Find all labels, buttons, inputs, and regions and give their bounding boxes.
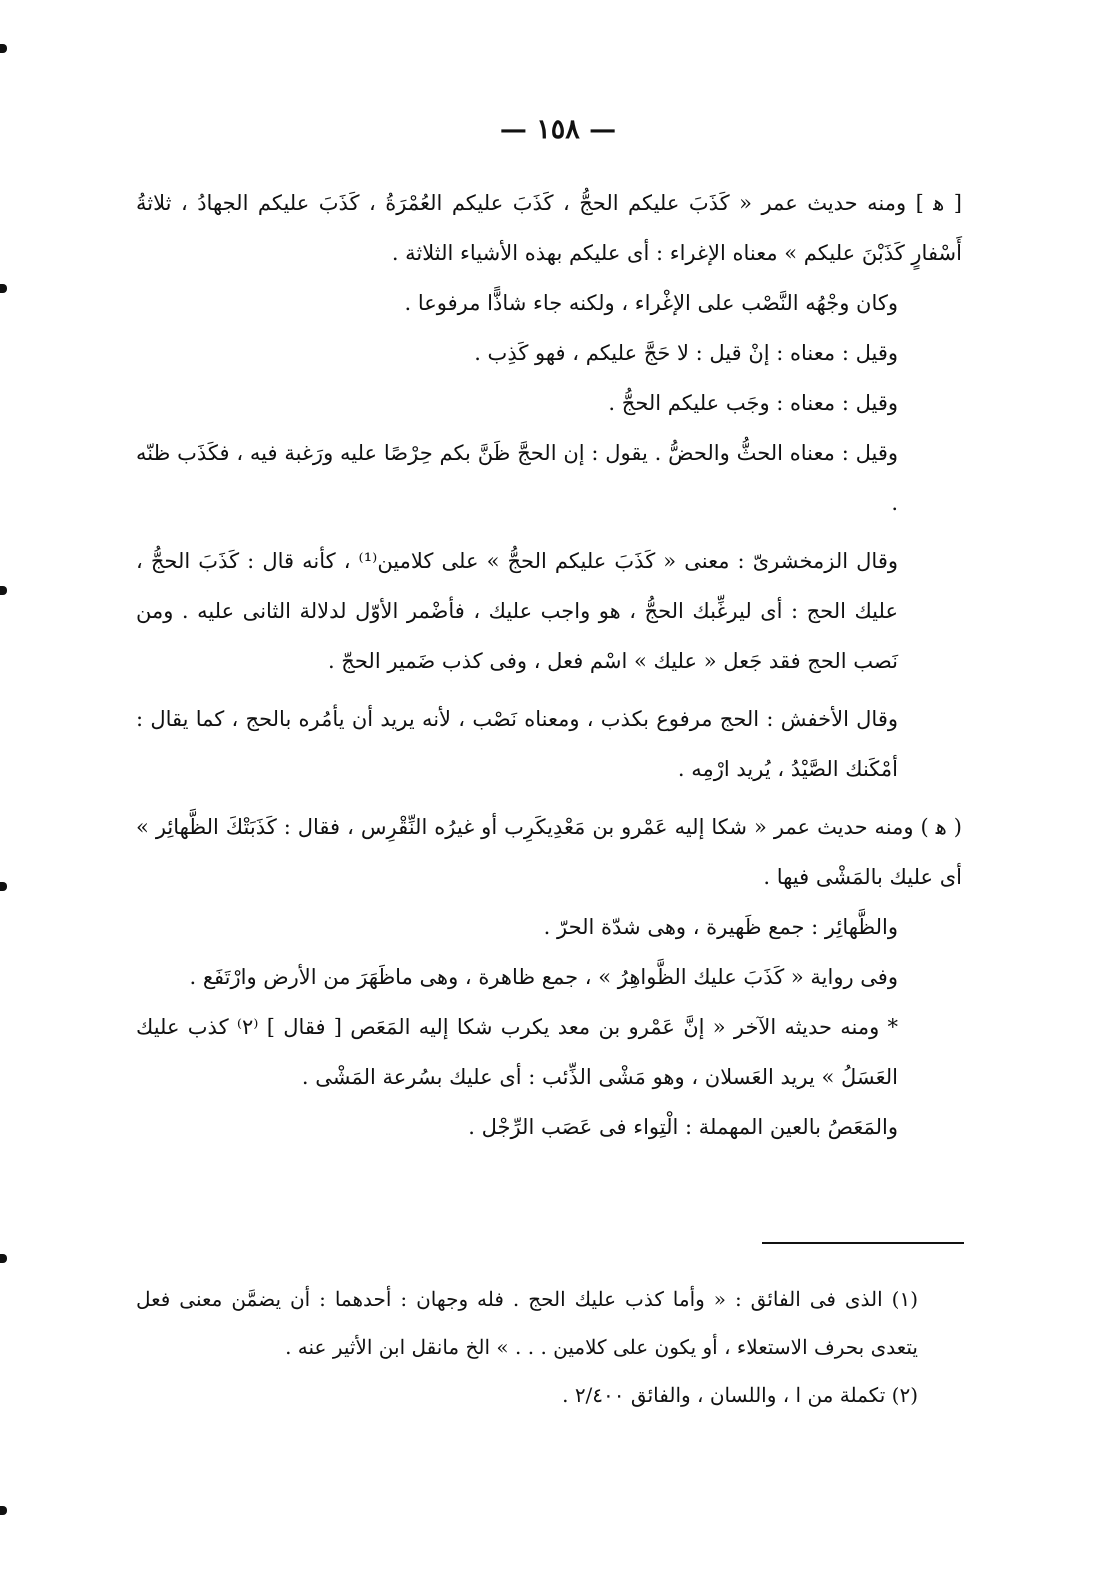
- paragraph-dhahair-definition: والظَّهائِر : جمع ظَهيرة ، وهى شدّة الحرّ .: [543, 915, 898, 939]
- footnote-2: (٢) تكملة من ا ، واللسان ، والفائق ٢/٤٠٠ .: [562, 1383, 918, 1407]
- paragraph-entry-hadith-umar: [ ﻫ ] ومنه حديث عمر « كَذَبَ عليكم الحجُّ ، كَذَبَ عليكم العُمْرَةُ ، كَذَبَ عليكم الجهادُ ، ثلاثةُ أَسْفارٍ كَذَبْنَ عليكم » معناه الإغراء : أى عليكم بهذه الأشياء الثلاثة .: [136, 191, 962, 265]
- paragraph-akhfash: وقال الأخفش : الحج مرفوع بكذب ، ومعناه نَصْب ، لأنه يريد أن يأمُره بالحج ، كما يقال : أمْكَنك الصَّيْدُ ، يُريد ارْمِه .: [136, 707, 898, 781]
- scan-edge-mark: [0, 1506, 7, 1515]
- paragraph-maas-definition: والمَعَصُ بالعين المهملة : الْتِواء فى عَصَب الرِّجْل .: [468, 1115, 898, 1139]
- scan-edge-mark: [0, 586, 7, 595]
- main-text: [136, 178, 962, 1152]
- paragraph-entry-asal: * ومنه حديثه الآخر « إنَّ عَمْرو بن معد يكرب شكا إليه المَعَص [ فقال ] ⁽٢⁾ كذب عليك العَسَلُ » يريد العَسلان ، وهو مَشْى الذِّئب : أى عليك بسُرعة المَشْى .: [136, 1015, 898, 1089]
- footnotes: [136, 1275, 962, 1419]
- paragraph-zamakhshari: وقال الزمخشرىّ : معنى « كَذَبَ عليكم الحجُّ » على كلامين⁽¹⁾ ، كأنه قال : كَذَبَ الحجُّ ، عليك الحج : أى ليرغِّبك الحجُّ ، هو واجب عليك ، فأضْمر الأوّل لدلالة الثانى عليه . ومن نَصب الحج فقد جَعل « عليك » اسْم فعل ، وفى كذب ضَمير الحجّ .: [136, 549, 898, 673]
- paragraph-meaning-1: وقيل : معناه : إنْ قيل : لا حَجَّ عليكم ، فهو كَذِب .: [474, 341, 898, 365]
- scan-edge-mark: [0, 1254, 7, 1263]
- footnote-divider: [762, 1242, 964, 1244]
- scan-edge-mark: [0, 284, 7, 293]
- paragraph-nasb-explanation: وكان وجْهُه النَّصْب على الإغْراء ، ولكنه جاء شاذًّا مرفوعا .: [404, 291, 898, 315]
- page-number: — ١٥٨ —: [499, 114, 617, 145]
- paragraph-meaning-2: وقيل : معناه : وجَب عليكم الحجُّ .: [608, 391, 898, 415]
- paragraph-entry-dhahair: ( ﻫ ) ومنه حديث عمر « شكا إليه عَمْرو بن مَعْدِيكَرِب أو غيرُه النِّقْرِس ، فقال : كَذَبَتْكَ الظَّهائِر » أى عليك بالمَشْى فيها .: [136, 815, 962, 889]
- paragraph-riwaya: وفى رواية « كَذَبَ عليك الظَّواهِرُ » ، جمع ظاهرة ، وهى ماظَهَرَ من الأرض وارْتَفَع .: [189, 965, 898, 989]
- footnote-1: (١) الذى فى الفائق : « وأما كذب عليك الحج . فله وجهان : أحدهما : أن يضمَّن معنى فعل يتعدى بحرف الاستعلاء ، أو يكون على كلامين . . . » الخ مانقل ابن الأثير عنه .: [136, 1287, 918, 1359]
- scan-edge-mark: [0, 44, 7, 53]
- paragraph-meaning-3: وقيل : معناه الحثُّ والحضُّ . يقول : إن الحجَّ ظَنَّ بكم حِرْصًا عليه ورَغبة فيه ، فكَذَب ظنّه .: [136, 441, 898, 515]
- scan-edge-mark: [0, 882, 7, 891]
